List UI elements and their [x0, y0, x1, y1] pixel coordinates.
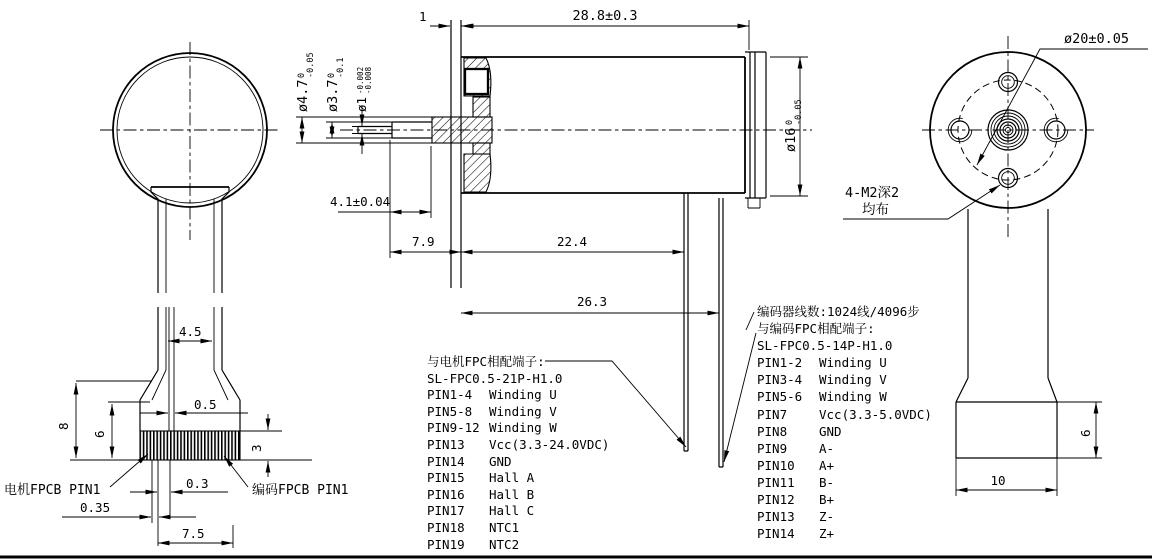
dim-text: 4.1±0.04: [330, 194, 391, 209]
pin-function: NTC1: [489, 519, 520, 535]
pin-number: PIN16: [427, 486, 465, 502]
pin-function: Winding U: [489, 387, 557, 403]
motor-fpc-connector: SL-FPC0.5-21P-H1.0: [427, 370, 563, 386]
rear-boss: [956, 402, 1057, 458]
fpc-flare-outline: [140, 370, 240, 400]
dim-text: 4.5: [179, 324, 202, 339]
dim-text: 0.3: [186, 476, 209, 491]
pin-row: [427, 437, 609, 454]
dim-shaft-tip-od: [352, 66, 373, 154]
encoder-fpc-pin-table: [757, 303, 932, 542]
dim-text: 6: [1078, 429, 1093, 437]
dim-text: 28.8±0.3: [572, 8, 638, 24]
pin-row: [757, 371, 932, 388]
dim-rear-boss-height: [1057, 402, 1102, 458]
dim-fpc-len8: [56, 383, 76, 458]
dim-text: ø1: [354, 96, 369, 112]
dim-text: 8: [56, 422, 71, 430]
tolerance-lower: -0.1: [336, 57, 346, 78]
dim-shaft-protrusion: [390, 234, 461, 252]
pin-function: Hall A: [489, 470, 535, 486]
pin-row: [757, 406, 932, 423]
dim-text: 3: [249, 444, 264, 452]
pin-function: Winding W: [819, 389, 887, 405]
magnet-pocket: [465, 69, 488, 94]
pin-number: PIN14: [427, 453, 465, 469]
dim-rear-boss-width: [956, 458, 1057, 496]
tolerance-upper: 0: [785, 119, 795, 125]
motor-fpc-pin-list: [427, 387, 609, 553]
dim-text: 7.5: [182, 526, 205, 541]
pin-function: Winding V: [489, 403, 557, 419]
dim-text: ø20±0.05: [1064, 31, 1130, 47]
pin-row: [427, 537, 609, 554]
pin-function: B-: [819, 474, 835, 490]
pin-row: [757, 525, 932, 542]
dim-text: 0.35: [80, 500, 111, 515]
tolerance-upper: 0: [327, 72, 337, 78]
pin-number: PIN8: [757, 423, 788, 439]
pin-row: [427, 420, 609, 437]
dim-text: ø3.7: [325, 79, 341, 112]
pin-number: PIN5-6: [757, 389, 803, 405]
pin-number: PIN13: [427, 436, 465, 452]
pin-function: Z+: [819, 526, 835, 542]
pin-function: Hall C: [489, 503, 535, 519]
motor-pin1-leader: [110, 454, 148, 487]
dim-text: 6: [92, 430, 107, 438]
dim-text: 26.3: [576, 294, 608, 309]
dim-text: ø16: [783, 127, 799, 152]
pin-row: [427, 520, 609, 537]
pin-function: A-: [819, 440, 835, 456]
dim-fpc-total-w: [158, 526, 233, 543]
pin-number: PIN11: [757, 474, 795, 490]
dim-fpc-width: [168, 324, 212, 341]
rear-cap-step: [748, 198, 760, 208]
encoder-table-bracket: [746, 312, 754, 330]
encoder-table-leader: [724, 333, 756, 462]
pin-function: Winding U: [819, 355, 887, 371]
pin-row: [427, 470, 609, 487]
tolerance-lower: -0.05: [306, 52, 316, 78]
pin-function: Winding V: [819, 372, 887, 388]
pin-function: GND: [489, 453, 512, 469]
pin-row: [427, 387, 609, 404]
pin-number: PIN13: [757, 509, 795, 525]
dim-fpc-len6: [92, 404, 112, 458]
encoder-fpc-header: 与编码FPC相配端子:: [757, 321, 875, 337]
pin-function: GND: [819, 423, 842, 439]
pin-row: [757, 388, 932, 405]
pin-row: [427, 404, 609, 421]
pin-number: PIN14: [757, 526, 795, 542]
motor-fpc-header: 与电机FPC相配端子:: [427, 354, 545, 369]
pin-number: PIN1-4: [427, 387, 473, 403]
dim-text: 22.4: [556, 234, 588, 249]
pin-function: Hall B: [489, 486, 535, 502]
fpc-ribbon-1: [684, 193, 688, 451]
fpc-detail-view: [56, 307, 312, 548]
pin-row: [757, 474, 932, 491]
motor-fpcb-pin1-label: 电机FPCB PIN1: [4, 483, 101, 498]
encoder-fpc-connector: SL-FPC0.5-14P-H1.0: [757, 338, 893, 354]
pin-function: Vcc(3.3-5.0VDC): [819, 406, 932, 422]
pin-number: PIN18: [427, 519, 465, 535]
pin-row: [757, 354, 932, 371]
pin-number: PIN9: [757, 440, 788, 456]
pin-function: Z-: [819, 509, 835, 525]
pin-number: PIN15: [427, 470, 465, 486]
pin-function: Vcc(3.3-24.0VDC): [489, 436, 610, 452]
dim-text: 7.9: [412, 234, 435, 249]
pin-number: PIN12: [757, 492, 795, 508]
pin-number: PIN7: [757, 406, 788, 422]
encoder-fpcb-pin1-label: 编码FPCB PIN1: [252, 483, 349, 498]
dim-text: 1: [419, 9, 427, 24]
pin-number: PIN9-12: [427, 420, 480, 436]
dim-note: 均布: [862, 202, 889, 218]
tolerance-upper: 0: [297, 72, 307, 78]
pin-function: Winding W: [489, 420, 557, 436]
fpc-ribbon-2: [719, 198, 723, 467]
tolerance-lower: -0.008: [364, 66, 373, 94]
rear-cap: [745, 52, 766, 198]
fpc-flare-inner: [152, 370, 228, 400]
fpc-body-sides: [140, 400, 240, 431]
dim-text: ø4.7: [295, 79, 311, 112]
pin-number: PIN1-2: [757, 355, 803, 371]
pin-number: PIN19: [427, 536, 465, 552]
dim-fpc-pitch035: [62, 500, 196, 517]
motor-fpc-pin-table: [427, 354, 609, 553]
bearing-hatch-top: [473, 97, 490, 117]
dim-body-od: [770, 57, 808, 196]
encoder-resolution-note: 编码器线数:1024线/4096步: [757, 304, 920, 319]
pin-row: [757, 457, 932, 474]
dim-fpc1-distance: [461, 234, 684, 252]
dim-text: 4-M2深2: [845, 185, 900, 201]
pin-row: [757, 423, 932, 440]
front-view: [100, 42, 280, 293]
dim-fpc-pitch03: [130, 476, 228, 492]
pin-row: [757, 491, 932, 508]
pin-function: NTC2: [489, 536, 520, 552]
dim-fpc-slit: [140, 397, 248, 413]
mounting-plate: [451, 20, 461, 288]
fpc-contact-band: [140, 431, 240, 460]
dim-bolt-circle: [977, 31, 1148, 165]
endbell-hatch-bottom: [464, 154, 491, 192]
pin-function: A+: [819, 457, 835, 473]
dim-fpc-band: [249, 414, 268, 477]
dim-text: 0.5: [194, 397, 217, 412]
fpc-slit-lines: [169, 307, 174, 431]
bearing-hatch-bottom: [473, 143, 490, 154]
pin-number: PIN3-4: [757, 372, 803, 388]
pin-row: [427, 487, 609, 504]
dim-text: 10: [990, 473, 1006, 488]
tolerance-upper: -0.002: [356, 66, 365, 94]
encoder-pin1-leader: [224, 456, 248, 487]
pin-number: PIN5-8: [427, 403, 473, 419]
tolerance-lower: -0.05: [794, 99, 804, 125]
pin-row: [757, 508, 932, 525]
mount-hole-top: [999, 73, 1018, 92]
pin-number: PIN10: [757, 457, 795, 473]
pin-row: [427, 503, 609, 520]
pin-number: PIN17: [427, 503, 465, 519]
pin-function: B+: [819, 492, 835, 508]
motor-body-section: [461, 57, 745, 193]
pin-row: [427, 454, 609, 471]
dim-body-length: [461, 8, 749, 50]
encoder-fpc-pin-list: [757, 354, 932, 542]
dim-fpc2-distance: [461, 294, 719, 313]
pin-row: [757, 440, 932, 457]
rear-neck: [956, 209, 1057, 402]
